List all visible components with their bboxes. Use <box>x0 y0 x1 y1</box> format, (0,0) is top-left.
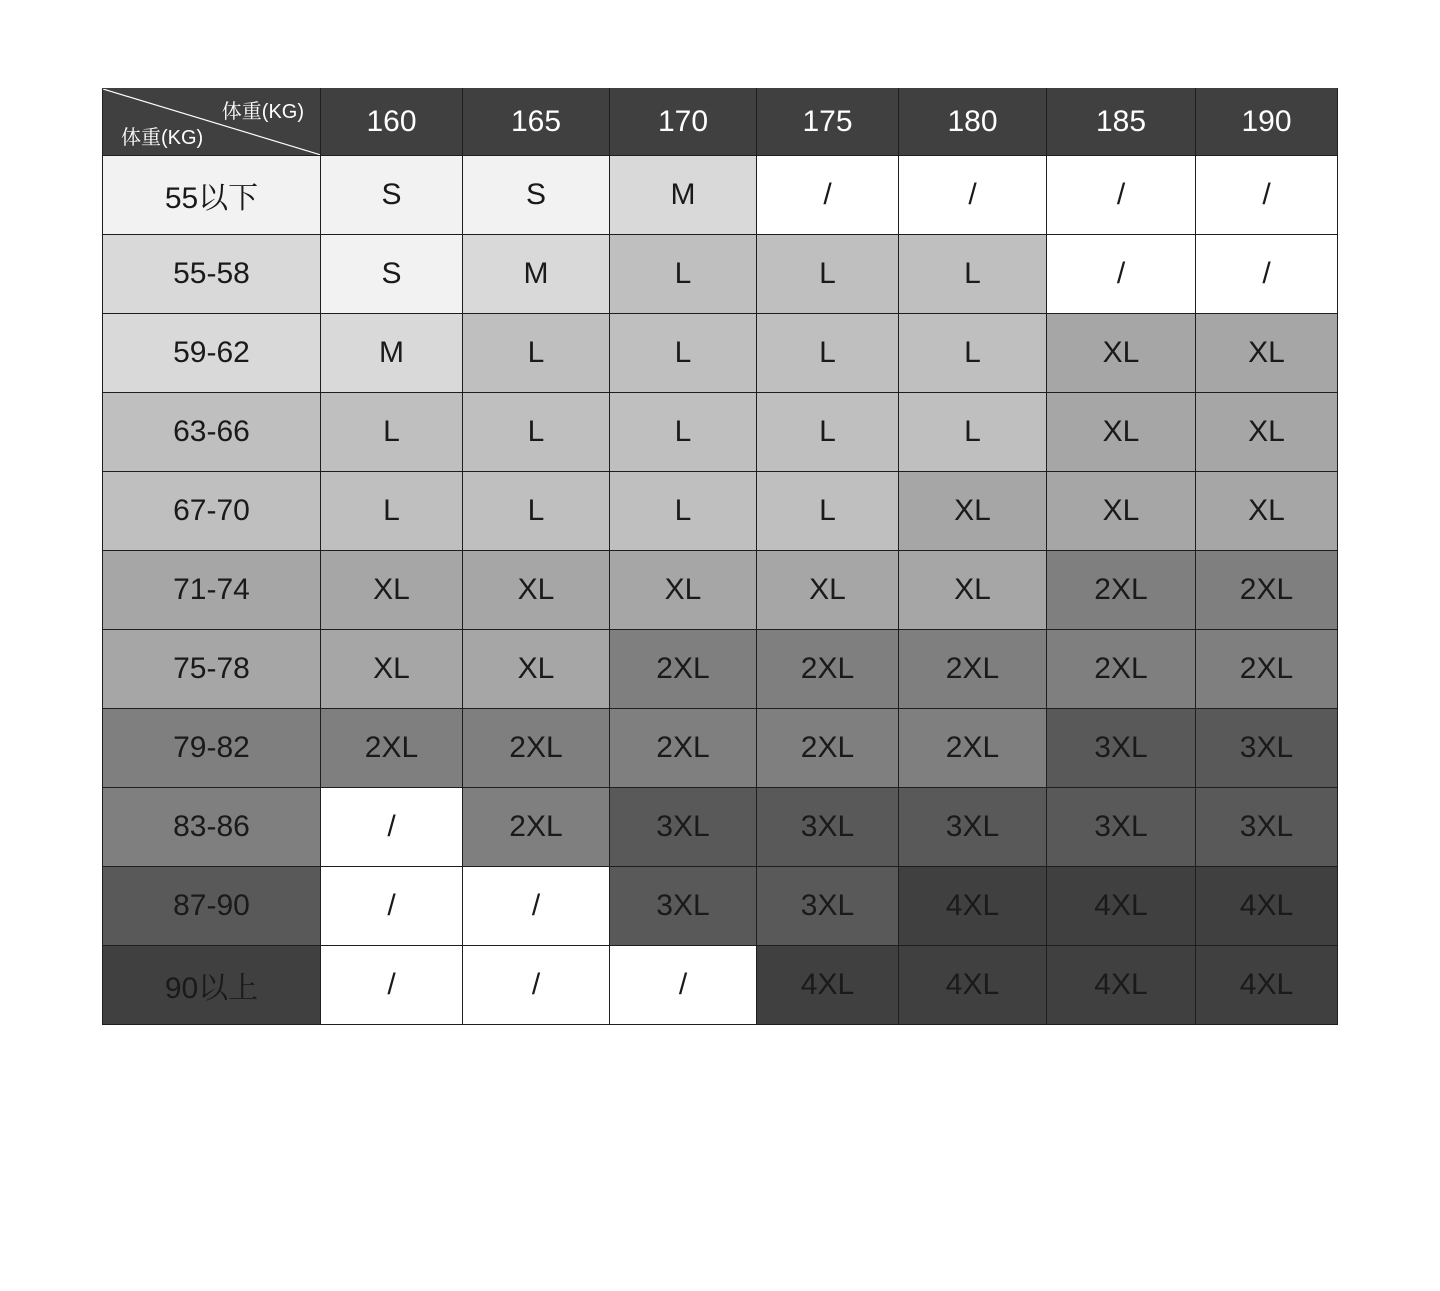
size-cell: L <box>757 235 899 314</box>
row-weight-label: 59-62 <box>103 314 321 393</box>
size-cell: XL <box>1196 393 1338 472</box>
size-chart-table <box>102 88 1338 1025</box>
size-cell: 2XL <box>899 709 1047 788</box>
size-cell: XL <box>1196 472 1338 551</box>
size-cell: 3XL <box>757 867 899 946</box>
row-weight-label: 79-82 <box>103 709 321 788</box>
row-weight-label: 63-66 <box>103 393 321 472</box>
size-cell: 4XL <box>899 946 1047 1025</box>
size-cell: 2XL <box>1196 630 1338 709</box>
size-cell: 2XL <box>463 788 610 867</box>
size-cell: XL <box>1047 472 1196 551</box>
size-cell: L <box>610 472 757 551</box>
row-weight-label: 90以上 <box>103 946 321 1025</box>
size-cell: / <box>321 788 463 867</box>
table-row <box>103 867 1338 946</box>
size-cell: 2XL <box>610 709 757 788</box>
size-cell: L <box>321 393 463 472</box>
size-cell: / <box>463 946 610 1025</box>
size-cell: L <box>899 314 1047 393</box>
size-cell: XL <box>1047 393 1196 472</box>
size-cell: XL <box>1196 314 1338 393</box>
header-row <box>103 89 1338 156</box>
column-header: 180 <box>899 89 1047 156</box>
size-cell: / <box>321 867 463 946</box>
table-row <box>103 472 1338 551</box>
size-cell: XL <box>610 551 757 630</box>
size-cell: L <box>321 472 463 551</box>
size-cell: / <box>1047 235 1196 314</box>
size-cell: / <box>1047 156 1196 235</box>
size-cell: L <box>757 472 899 551</box>
size-cell: XL <box>321 630 463 709</box>
row-weight-label: 83-86 <box>103 788 321 867</box>
size-cell: / <box>1196 235 1338 314</box>
column-header: 170 <box>610 89 757 156</box>
size-cell: L <box>463 393 610 472</box>
row-weight-label: 75-78 <box>103 630 321 709</box>
size-cell: M <box>610 156 757 235</box>
size-cell: L <box>463 472 610 551</box>
size-cell: XL <box>321 551 463 630</box>
corner-top-label: 体重(KG) <box>221 101 304 123</box>
table-row <box>103 156 1338 235</box>
size-cell: 4XL <box>1047 867 1196 946</box>
column-header: 185 <box>1047 89 1196 156</box>
size-cell: 4XL <box>1047 946 1196 1025</box>
size-cell: L <box>610 314 757 393</box>
size-cell: L <box>899 393 1047 472</box>
size-cell: 2XL <box>1047 630 1196 709</box>
size-cell: 2XL <box>1047 551 1196 630</box>
size-cell: 4XL <box>757 946 899 1025</box>
row-weight-label: 55以下 <box>103 156 321 235</box>
size-cell: S <box>321 235 463 314</box>
size-cell: L <box>757 393 899 472</box>
table-row <box>103 630 1338 709</box>
table-row <box>103 314 1338 393</box>
size-cell: XL <box>899 472 1047 551</box>
size-cell: 3XL <box>899 788 1047 867</box>
table-row <box>103 709 1338 788</box>
size-cell: 3XL <box>1196 709 1338 788</box>
corner-bottom-label: 体重(KG) <box>121 127 204 149</box>
table-row <box>103 788 1338 867</box>
size-cell: / <box>463 867 610 946</box>
size-cell: L <box>463 314 610 393</box>
size-cell: 3XL <box>610 867 757 946</box>
size-cell: 3XL <box>757 788 899 867</box>
size-cell: / <box>757 156 899 235</box>
row-weight-label: 87-90 <box>103 867 321 946</box>
table-row <box>103 551 1338 630</box>
size-cell: XL <box>1047 314 1196 393</box>
size-cell: S <box>321 156 463 235</box>
size-cell: L <box>610 393 757 472</box>
size-cell: 2XL <box>899 630 1047 709</box>
size-cell: 2XL <box>463 709 610 788</box>
size-cell: XL <box>463 630 610 709</box>
size-cell: 3XL <box>1047 709 1196 788</box>
size-cell: S <box>463 156 610 235</box>
row-weight-label: 67-70 <box>103 472 321 551</box>
size-cell: L <box>757 314 899 393</box>
size-cell: 4XL <box>1196 946 1338 1025</box>
column-header: 160 <box>321 89 463 156</box>
size-cell: XL <box>899 551 1047 630</box>
size-cell: M <box>321 314 463 393</box>
row-weight-label: 55-58 <box>103 235 321 314</box>
table-row <box>103 235 1338 314</box>
corner-cell <box>103 89 321 156</box>
column-header: 190 <box>1196 89 1338 156</box>
size-cell: XL <box>463 551 610 630</box>
size-cell: 3XL <box>1047 788 1196 867</box>
size-cell: / <box>1196 156 1338 235</box>
size-cell: / <box>321 946 463 1025</box>
size-cell: 2XL <box>1196 551 1338 630</box>
size-cell: / <box>610 946 757 1025</box>
size-cell: 2XL <box>610 630 757 709</box>
size-cell: L <box>610 235 757 314</box>
size-cell: 3XL <box>1196 788 1338 867</box>
table-body <box>103 156 1338 1025</box>
size-cell: 4XL <box>1196 867 1338 946</box>
size-cell: M <box>463 235 610 314</box>
size-cell: 2XL <box>757 709 899 788</box>
table-row <box>103 393 1338 472</box>
size-cell: 2XL <box>321 709 463 788</box>
size-cell: 3XL <box>610 788 757 867</box>
size-cell: / <box>899 156 1047 235</box>
size-cell: 2XL <box>757 630 899 709</box>
size-cell: 4XL <box>899 867 1047 946</box>
size-cell: XL <box>757 551 899 630</box>
column-header: 175 <box>757 89 899 156</box>
column-header: 165 <box>463 89 610 156</box>
size-cell: L <box>899 235 1047 314</box>
table-row <box>103 946 1338 1025</box>
row-weight-label: 71-74 <box>103 551 321 630</box>
